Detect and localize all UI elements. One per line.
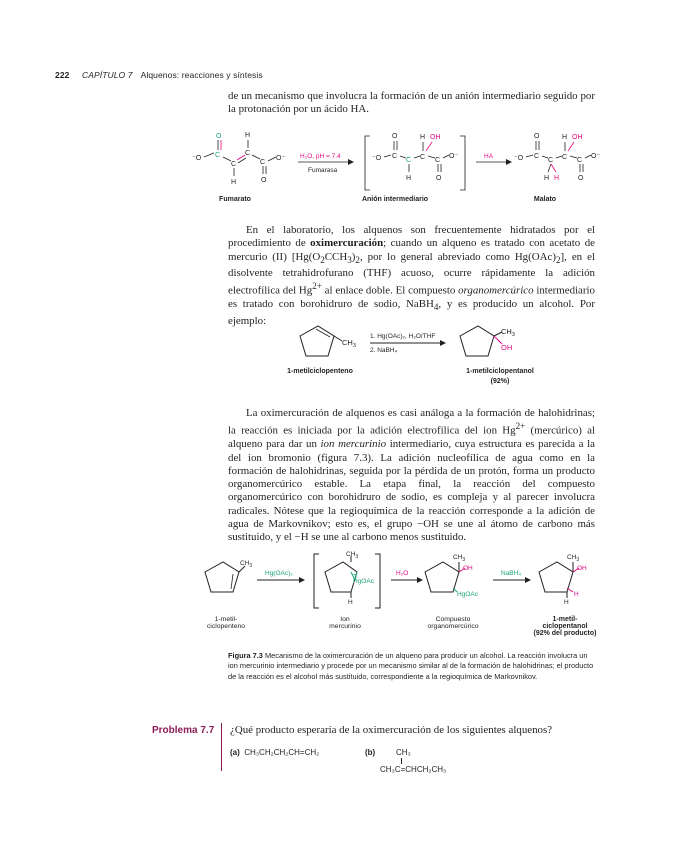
svg-text:H: H bbox=[574, 591, 579, 598]
figure-7-3-mechanism bbox=[195, 548, 615, 616]
svg-text:C: C bbox=[562, 154, 568, 161]
svg-text:⁻O: ⁻O bbox=[372, 155, 382, 162]
enzyme-text: Fumarasa bbox=[308, 167, 338, 174]
chapter-title: Alquenos: reacciones y síntesis bbox=[140, 70, 263, 80]
svg-text:C: C bbox=[231, 161, 237, 168]
svg-text:C: C bbox=[215, 152, 221, 159]
svg-text:O: O bbox=[216, 133, 222, 140]
svg-text:C: C bbox=[534, 153, 540, 160]
svg-text:+: + bbox=[353, 572, 356, 578]
svg-text:OH: OH bbox=[577, 565, 587, 572]
option-b-top: CH₃ bbox=[396, 748, 411, 757]
label-reactant: 1-metilciclopenteno bbox=[287, 368, 353, 375]
svg-text:⁻O: ⁻O bbox=[192, 155, 202, 162]
svg-text:C̈: C̈ bbox=[406, 157, 412, 164]
svg-text:O: O bbox=[392, 133, 398, 140]
fig-label-2: Ion mercurinio bbox=[329, 616, 361, 630]
label-product: 1-metilciclopentanol bbox=[466, 368, 534, 375]
figure-number: Figura 7.3 bbox=[228, 651, 263, 660]
running-header bbox=[55, 70, 263, 80]
svg-text:CH3: $CH_3$ bbox=[453, 554, 466, 563]
label-anion: Anión intermediario bbox=[361, 196, 429, 203]
option-b-label: (b) bbox=[365, 748, 376, 757]
svg-text:OH: OH bbox=[501, 343, 513, 352]
svg-text:O⁻: O⁻ bbox=[449, 153, 459, 160]
paragraph-1: de un mecanismo que involucra la formación de un anión intermediario seguido por la protonación por un ácido HA. bbox=[228, 90, 595, 116]
svg-text:OH: OH bbox=[430, 134, 441, 141]
step1-text: 1. Hg(OAc)₂, H₂O/THF bbox=[370, 333, 436, 340]
svg-text:H: H bbox=[562, 134, 568, 141]
svg-text:CH3: $CH_3$ bbox=[567, 554, 580, 563]
svg-text:H: H bbox=[245, 132, 251, 139]
svg-text:C: C bbox=[245, 150, 251, 157]
caption-text: Mecanismo de la oximercuración de un alqueno para producir un alcohol. La reacción involucra un ion mercurinio intermediario y procede por un mecanismo similar al de la formación de halohidrinas; el producto de la reacción es el alcohol más sustituido, correspondiente a la regioquímica de Markovnikov. bbox=[228, 651, 594, 681]
problem-label: Problema 7.7 bbox=[152, 725, 215, 736]
reagent-nabh4: NaBH₄ bbox=[501, 570, 521, 577]
svg-text:HgOAc: HgOAc bbox=[353, 578, 374, 585]
svg-text:⁻O: ⁻O bbox=[514, 155, 524, 162]
svg-text:CH3: $CH_3$ bbox=[342, 338, 356, 349]
svg-text:H: H bbox=[564, 599, 569, 606]
svg-text:OH: OH bbox=[572, 134, 583, 141]
paragraph-3: La oximercuración de alquenos es casi análoga a la formación de halohidrinas; la reacción es iniciada por la adición electrofílica del ion $Hg^{2+}$ (mercúrico) al alqueno para dar un ion mercurinio intermediario, cuya estructura es parecida a la del ion bromonio (figura 7.3). La adición nucleofílica de agua como en la formación de halohidrinas, seguida por la pérdida de un protón, forma un producto organomercúrico estable. La etapa final, la reacción del compuesto organomercúrico con borohidruro de sodio, es compleja y al parecer involucra radicales. Nótese que la regioquímica de la reacción corresponde a la adición de agua de Markovnikov; esto es, el grupo −OH se une al átomo de carbono más sustituido, y el −H se une al carbono menos sustituido. bbox=[228, 407, 596, 544]
svg-text:CH3: $CH_3$ bbox=[346, 551, 359, 560]
svg-text:O: O bbox=[261, 177, 267, 184]
page-number: 222 bbox=[55, 70, 70, 80]
chapter-label: CAPÍTULO 7 bbox=[81, 70, 133, 80]
svg-text:C: C bbox=[260, 159, 266, 166]
label-fumarato: Fumarato bbox=[219, 196, 251, 203]
svg-text:H: H bbox=[231, 179, 237, 186]
svg-text:O: O bbox=[578, 175, 584, 182]
fig-label-1: 1-metil- ciclopenteno bbox=[206, 616, 246, 630]
svg-text:OH: OH bbox=[463, 565, 473, 572]
reagent-hgoac: Hg(OAc)₂ bbox=[265, 570, 293, 577]
problem-rule bbox=[221, 723, 222, 771]
option-b-bond bbox=[401, 758, 402, 764]
acid-text: HA bbox=[484, 153, 494, 160]
svg-text:C: C bbox=[548, 157, 554, 164]
svg-text:O: O bbox=[534, 133, 540, 140]
reagent-water: H₂O bbox=[396, 570, 409, 577]
svg-text:H: H bbox=[420, 134, 426, 141]
fig-label-3: Compuesto organomercúrico bbox=[427, 616, 479, 630]
paragraph-2: En el laboratorio, los alquenos son frecuentemente hidratados por el procedimiento de oximercuración; cuando un alqueno es tratado con acetato de mercurio (II) [$Hg(O_2CCH_3)_2$, por lo general abreviado como $Hg(OAc)_2$], en el disolvente tetrahidrofurano (THF) acuoso, ocurre rápidamente la adición electrofílica del $Hg^{2+}$ al enlace doble. El compuesto organomercúrico intermediario es tratado con borohidruro de sodio, NaBH$_4$, y es producido un alcohol. Por ejemplo: bbox=[228, 224, 595, 327]
svg-text:CH3: $CH_3$ bbox=[240, 560, 253, 569]
option-a: (a) CH₃CH₂CH₂CH=CH₂ bbox=[230, 748, 320, 757]
svg-text:C: C bbox=[435, 157, 441, 164]
svg-text:H: H bbox=[554, 175, 560, 182]
svg-text:O: O bbox=[436, 175, 442, 182]
svg-text:CH3: $CH_3$ bbox=[501, 327, 515, 338]
svg-text:C: C bbox=[392, 153, 398, 160]
svg-text:H: H bbox=[348, 599, 353, 606]
label-malato: Malato bbox=[533, 196, 557, 203]
svg-text:O⁻: O⁻ bbox=[591, 153, 601, 160]
step2-text: 2. NaBH₄ bbox=[370, 347, 398, 354]
svg-text:C: C bbox=[420, 154, 426, 161]
svg-text:H: H bbox=[406, 175, 412, 182]
condition-text: H₂O, pH = 7.4 bbox=[300, 153, 341, 160]
svg-text:HgOAc: HgOAc bbox=[457, 591, 478, 598]
svg-text:H: H bbox=[544, 175, 550, 182]
option-b-formula: CH₃C=CHCH₂CH₃ bbox=[380, 765, 447, 774]
problem-question: ¿Qué producto esperaría de la oximercuración de los siguientes alquenos? bbox=[230, 724, 553, 736]
svg-text:O⁻: O⁻ bbox=[276, 155, 286, 162]
fig-label-4: 1-metil- ciclopentanol (92% del producto) bbox=[533, 616, 597, 637]
oxymercuration-example bbox=[290, 322, 530, 366]
label-yield: (92%) bbox=[490, 378, 510, 385]
figure-caption bbox=[228, 651, 598, 682]
svg-text:C: C bbox=[577, 157, 583, 164]
